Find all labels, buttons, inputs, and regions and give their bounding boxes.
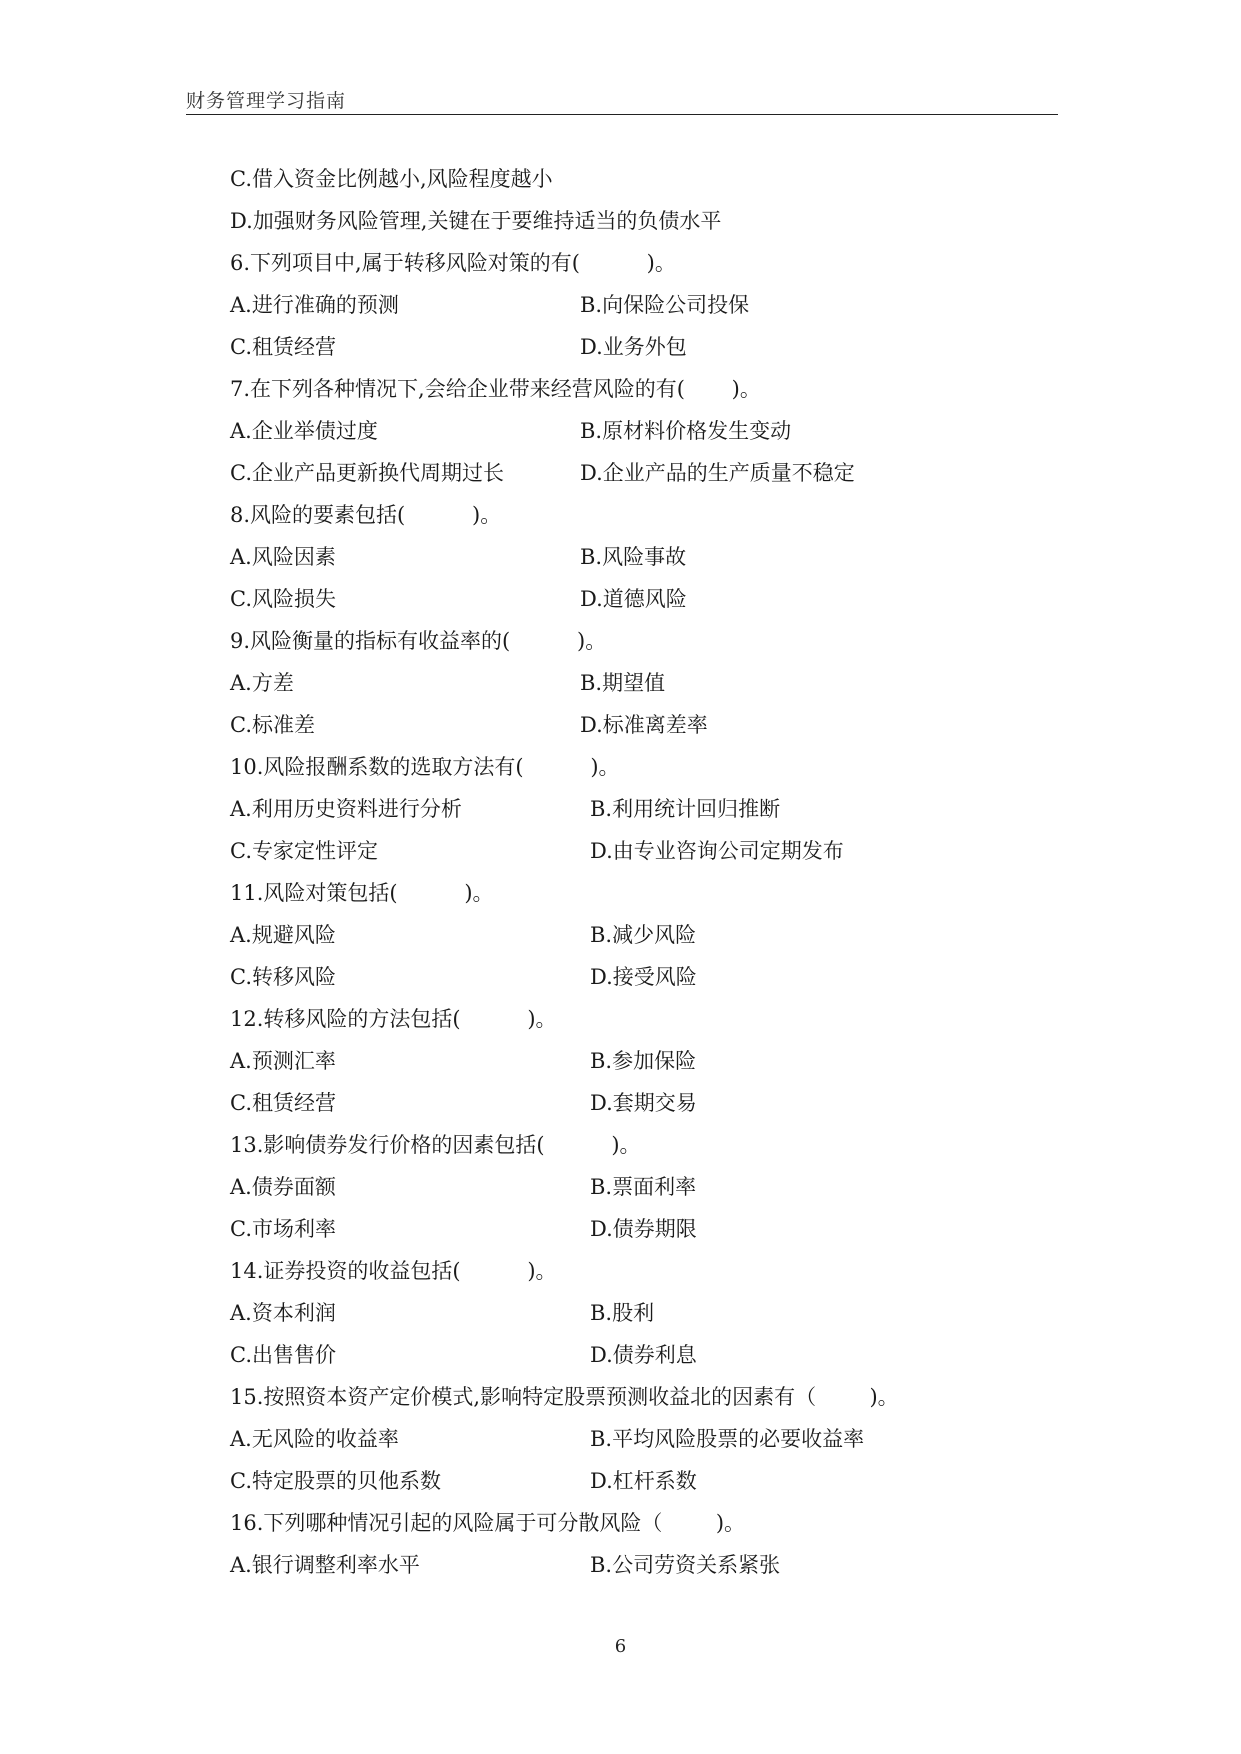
option-left: A.资本利润 [230,1301,336,1325]
question-list [230,158,1030,1586]
option-row [230,662,1030,704]
question-text [230,998,557,1040]
option-left: C.风险损失 [230,587,336,611]
option-right: D.业务外包 [580,335,687,359]
option-right: D.债券利息 [590,1343,697,1367]
option-row [230,1082,1030,1124]
question-end: )。 [464,881,494,905]
option-left: C.特定股票的贝他系数 [230,1469,441,1493]
option-left: A.风险因素 [230,545,336,569]
option-left: A.预测汇率 [230,1049,336,1073]
question-stem: 8.风险的要素包括( [230,503,406,527]
option-right: B.利用统计回归推断 [590,797,781,821]
option-right: D.债券期限 [590,1217,697,1241]
option-right: B.票面利率 [590,1175,697,1199]
question-line [230,998,1030,1040]
option-row [230,956,1030,998]
header-title: 财务管理学习指南 [186,90,347,112]
option-right: B.原材料价格发生变动 [580,419,792,443]
question-stem: 14.证券投资的收益包括( [230,1259,461,1283]
question-end: )。 [472,503,502,527]
question-line [230,368,1030,410]
question-line [230,746,1030,788]
question-stem: 6.下列项目中,属于转移风险对策的有( [230,251,580,275]
question-line [230,872,1030,914]
page-header [186,86,1058,115]
option-right: D.标准离差率 [580,713,708,737]
option-row [230,284,1030,326]
option-row [230,1334,1030,1376]
option-left: C.出售售价 [230,1343,336,1367]
option-right: D.企业产品的生产质量不稳定 [580,461,855,485]
option-row [230,536,1030,578]
option-row [230,1418,1030,1460]
question-end: )。 [527,1007,557,1031]
answer-blank [405,494,472,536]
option-left: C.租赁经营 [230,1091,336,1115]
option-line [230,200,1030,242]
option-line [230,158,1030,200]
answer-blank [662,1502,715,1544]
option-right: B.参加保险 [590,1049,697,1073]
option-left: C.标准差 [230,713,315,737]
question-end: )。 [731,377,761,401]
option-left: A.无风险的收益率 [230,1427,399,1451]
option-left: C.租赁经营 [230,335,336,359]
question-stem: 13.影响债券发行价格的因素包括( [230,1133,545,1157]
answer-blank [510,620,577,662]
question-stem: 11.风险对策包括( [230,881,398,905]
question-text [230,746,620,788]
option-left: A.进行准确的预测 [230,293,399,317]
option-row [230,1166,1030,1208]
option-row [230,1040,1030,1082]
question-end: )。 [611,1133,641,1157]
question-line [230,494,1030,536]
option-right: B.平均风险股票的必要收益率 [590,1427,865,1451]
option-right: D.道德风险 [580,587,687,611]
question-line [230,1124,1030,1166]
option-left: A.银行调整利率水平 [230,1553,420,1577]
option-left: C.企业产品更新换代周期过长 [230,461,504,485]
option-row [230,1208,1030,1250]
question-text [230,1250,557,1292]
option-row [230,704,1030,746]
answer-blank [685,368,732,410]
question-line [230,1502,1030,1544]
option-left: A.方差 [230,671,294,695]
option-right: B.减少风险 [590,923,697,947]
question-end: )。 [869,1385,899,1409]
answer-blank [816,1376,869,1418]
option-text: C.借入资金比例越小,风险程度越小 [230,167,553,191]
option-right: D.由专业咨询公司定期发布 [590,839,844,863]
option-right: B.风险事故 [580,545,687,569]
question-stem: 7.在下列各种情况下,会给企业带来经营风险的有( [230,377,685,401]
option-row [230,326,1030,368]
option-row [230,410,1030,452]
question-text [230,1376,899,1418]
answer-blank [524,746,591,788]
option-text: D.加强财务风险管理,关键在于要维持适当的负债水平 [230,209,722,233]
option-left: A.利用历史资料进行分析 [230,797,462,821]
option-row [230,1460,1030,1502]
option-left: C.市场利率 [230,1217,336,1241]
option-left: A.债券面额 [230,1175,336,1199]
question-line [230,620,1030,662]
option-row [230,1292,1030,1334]
option-row [230,578,1030,620]
question-text [230,368,761,410]
question-stem: 12.转移风险的方法包括( [230,1007,461,1031]
page-number: 6 [614,1636,627,1657]
option-left: C.专家定性评定 [230,839,378,863]
option-left: A.企业举债过度 [230,419,378,443]
question-stem: 16.下列哪种情况引起的风险属于可分散风险（ [230,1511,663,1535]
option-right: D.接受风险 [590,965,697,989]
question-end: )。 [527,1259,557,1283]
question-text [230,872,494,914]
question-stem: 9.风险衡量的指标有收益率的( [230,629,511,653]
question-text [230,620,606,662]
option-row [230,1544,1030,1586]
question-text [230,1124,641,1166]
question-stem: 15.按照资本资产定价模式,影响特定股票预测收益北的因素有（ [230,1385,817,1409]
option-left: A.规避风险 [230,923,336,947]
option-right: B.公司劳资关系紧张 [590,1553,781,1577]
question-end: )。 [715,1511,746,1535]
option-right: D.杠杆系数 [590,1469,697,1493]
option-right: B.期望值 [580,671,666,695]
question-text [230,242,676,284]
option-row [230,914,1030,956]
answer-blank [461,1250,528,1292]
question-stem: 10.风险报酬系数的选取方法有( [230,755,524,779]
option-right: B.股利 [590,1301,655,1325]
answer-blank [461,998,528,1040]
question-end: )。 [646,251,676,275]
answer-blank [398,872,465,914]
question-end: )。 [590,755,620,779]
option-right: B.向保险公司投保 [580,293,750,317]
question-line [230,1250,1030,1292]
option-right: D.套期交易 [590,1091,697,1115]
option-row [230,788,1030,830]
answer-blank [580,242,647,284]
question-end: )。 [577,629,607,653]
question-text [230,494,501,536]
option-row [230,830,1030,872]
question-line [230,242,1030,284]
answer-blank [545,1124,612,1166]
question-line [230,1376,1030,1418]
option-row [230,452,1030,494]
question-text [230,1502,745,1544]
option-left: C.转移风险 [230,965,336,989]
